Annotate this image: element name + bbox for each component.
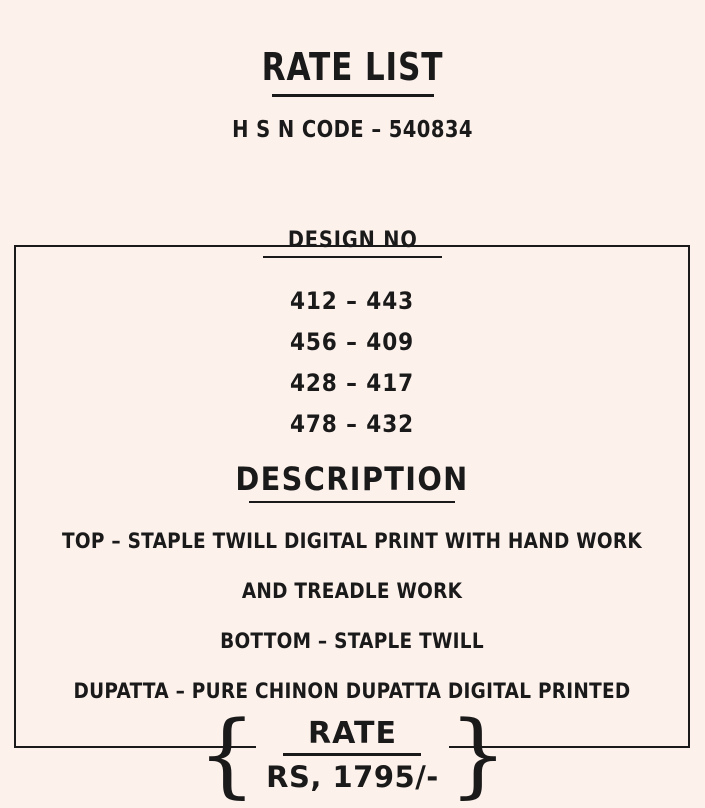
hsn-code: H S N CODE – 540834 [232,116,473,143]
design-code-item: 456 – 409 [289,328,415,356]
rate-center [256,716,449,794]
design-code-list [16,287,688,438]
design-code-item: 428 – 417 [289,369,415,397]
rate-value: RS, 1795/- [266,759,439,794]
design-code-item: 478 – 432 [289,410,415,438]
description-line: DUPATTA – PURE CHINON DUPATTA DIGITAL PRINTED [73,679,631,703]
description-heading: DESCRIPTION [235,460,469,498]
description-line: TOP – STAPLE TWILL DIGITAL PRINT WITH HAND WORK [62,529,642,553]
design-code-item: 412 – 443 [289,287,415,315]
content-box [14,245,690,748]
rate-label-underline [283,753,421,756]
description-line: BOTTOM – STAPLE TWILL [220,629,484,653]
rate-list-document [0,45,705,808]
description-line: AND TREADLE WORK [241,579,463,603]
design-no-heading: DESIGN NO [273,228,431,253]
rate-block [0,700,705,808]
left-brace: { [197,700,257,808]
right-brace: } [448,700,508,808]
page-title: RATE LIST [261,45,444,89]
description-lines [16,529,688,703]
page-title-underline [272,94,434,97]
rate-label: RATE [308,715,397,751]
description-heading-underline [249,501,455,503]
